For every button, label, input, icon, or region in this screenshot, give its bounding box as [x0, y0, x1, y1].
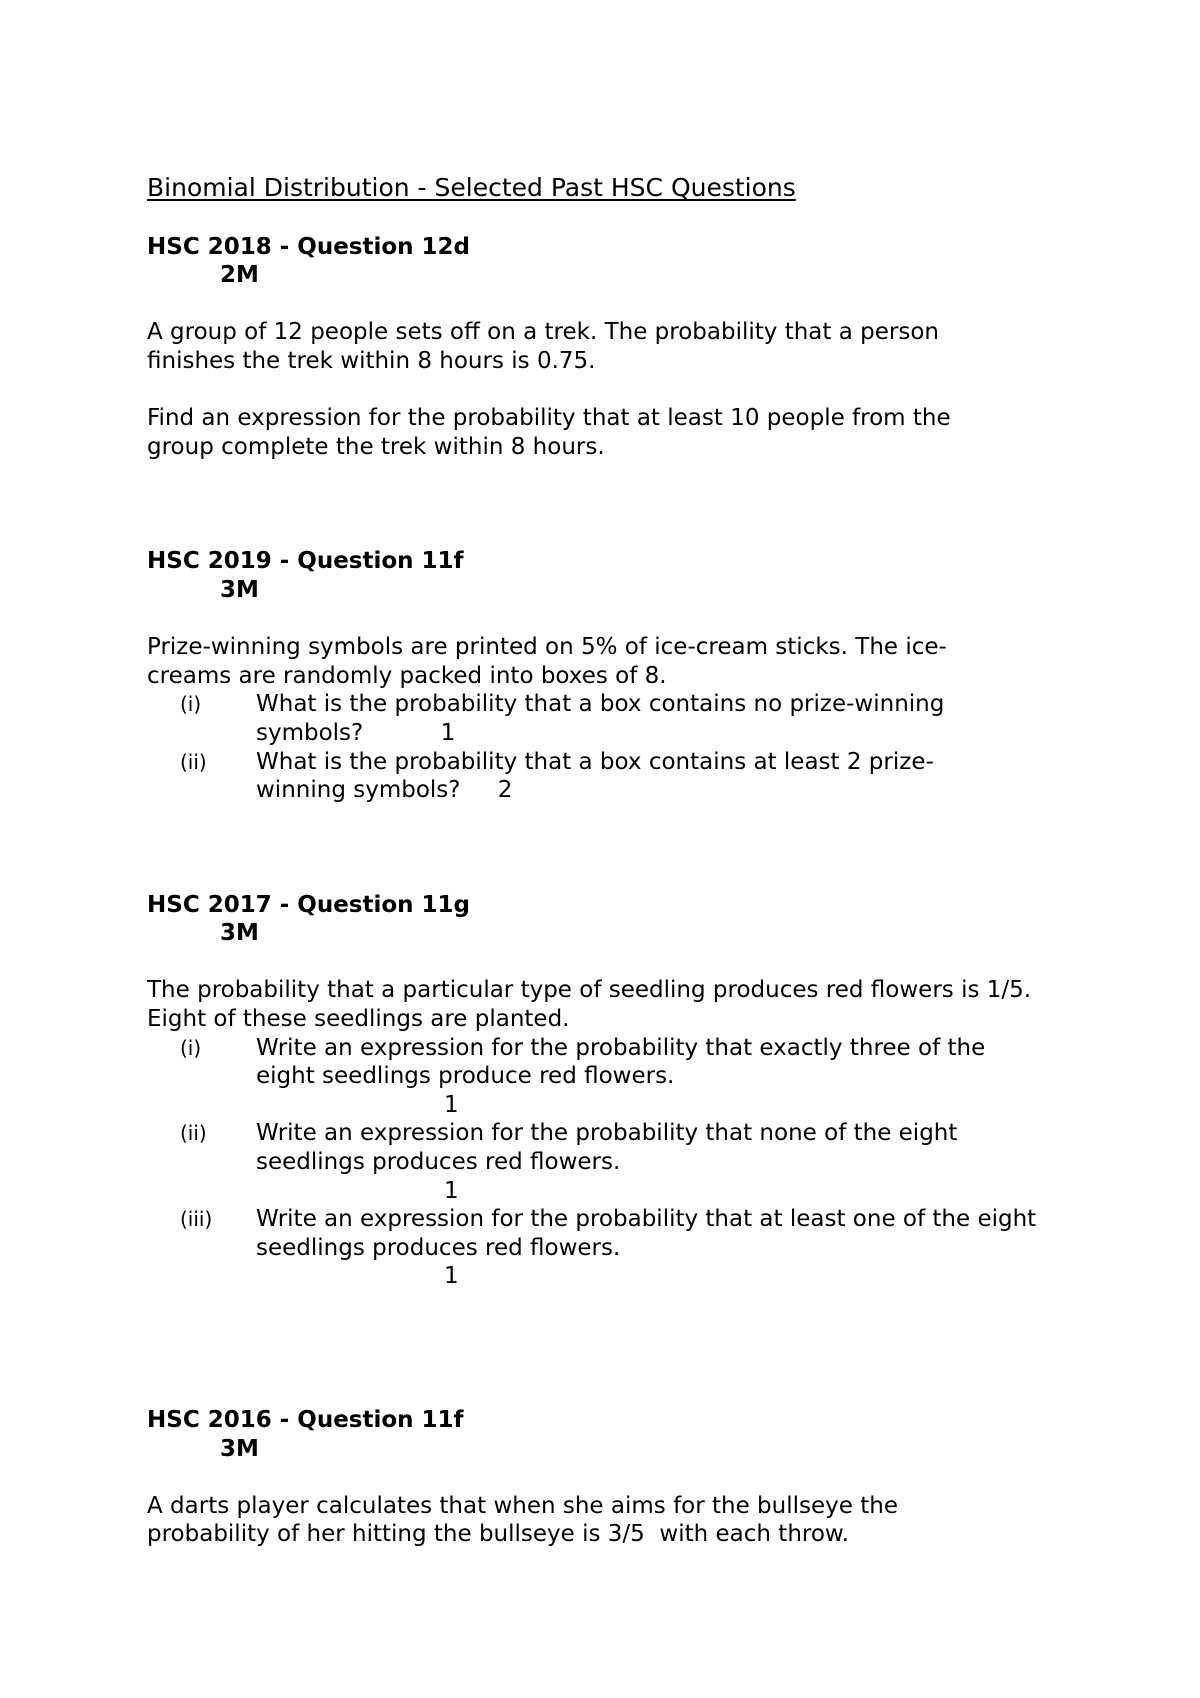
question-block [147, 233, 1047, 462]
part-text: What is the probability that a box contains no prize-winning symbols? [256, 691, 945, 746]
document-title: Binomial Distribution - Selected Past HSC Questions [147, 173, 796, 202]
question-marks: 2M [220, 262, 259, 289]
question-intro: The probability that a particular type of seedling produces red flowers is 1/5. [147, 977, 1032, 1004]
question-part [147, 690, 1016, 747]
question-intro: Prize-winning symbols are printed on 5% of ice-cream sticks. The ice-creams are randomly packed into boxes of 8. [147, 634, 947, 689]
part-mark: 1 [440, 719, 456, 746]
question-part [147, 1205, 1046, 1291]
question-intro: Eight of these seedlings are planted. [147, 1006, 570, 1033]
document-page [147, 172, 1047, 1549]
question-part [147, 1034, 1046, 1120]
question-intro: A darts player calculates that when she aims for the bullseye the probability of her hitting the bullseye is 3/5 with each throw. [147, 1492, 906, 1548]
question-heading: HSC 2019 - Question 11f [147, 548, 464, 575]
part-text: Write an expression for the probability that exactly three of the eight seedlings produce red flowers. [256, 1034, 986, 1090]
part-number: (ii) [180, 1121, 207, 1146]
question-heading: HSC 2018 - Question 12d [147, 233, 471, 260]
part-text: What is the probability that a box contains at least 2 prize-winning symbols? [256, 748, 934, 804]
question-part [147, 1119, 1016, 1205]
part-mark: 1 [444, 1263, 459, 1290]
part-mark: 2 [497, 777, 513, 804]
part-number: (ii) [180, 749, 207, 774]
part-text: Write an expression for the probability that none of the eight seedlings produces red flowers. [256, 1120, 958, 1176]
part-mark: 1 [444, 1177, 459, 1204]
part-number: (iii) [180, 1207, 213, 1232]
question-marks: 3M [220, 1435, 259, 1462]
question-marks: 3M [220, 920, 259, 947]
part-mark: 1 [444, 1091, 459, 1118]
question-text: A group of 12 people sets off on a trek. The probability that a person finishes the trek within 8 hours is 0.75. [147, 319, 939, 374]
question-block [147, 891, 1047, 1291]
question-block [147, 1406, 1047, 1549]
question-heading: HSC 2016 - Question 11f [147, 1407, 464, 1433]
part-number: (i) [180, 1035, 202, 1060]
part-text: Write an expression for the probability that at least one of the eight seedlings produces red flowers. [256, 1206, 1037, 1261]
question-block [147, 547, 1047, 804]
question-heading: HSC 2017 - Question 11g [147, 891, 471, 918]
part-number: (i) [180, 692, 202, 717]
question-part [147, 748, 956, 805]
question-marks: 3M [220, 576, 259, 603]
question-text: Find an expression for the probability that at least 10 people from the group complete the trek within 8 hours. [147, 405, 951, 460]
